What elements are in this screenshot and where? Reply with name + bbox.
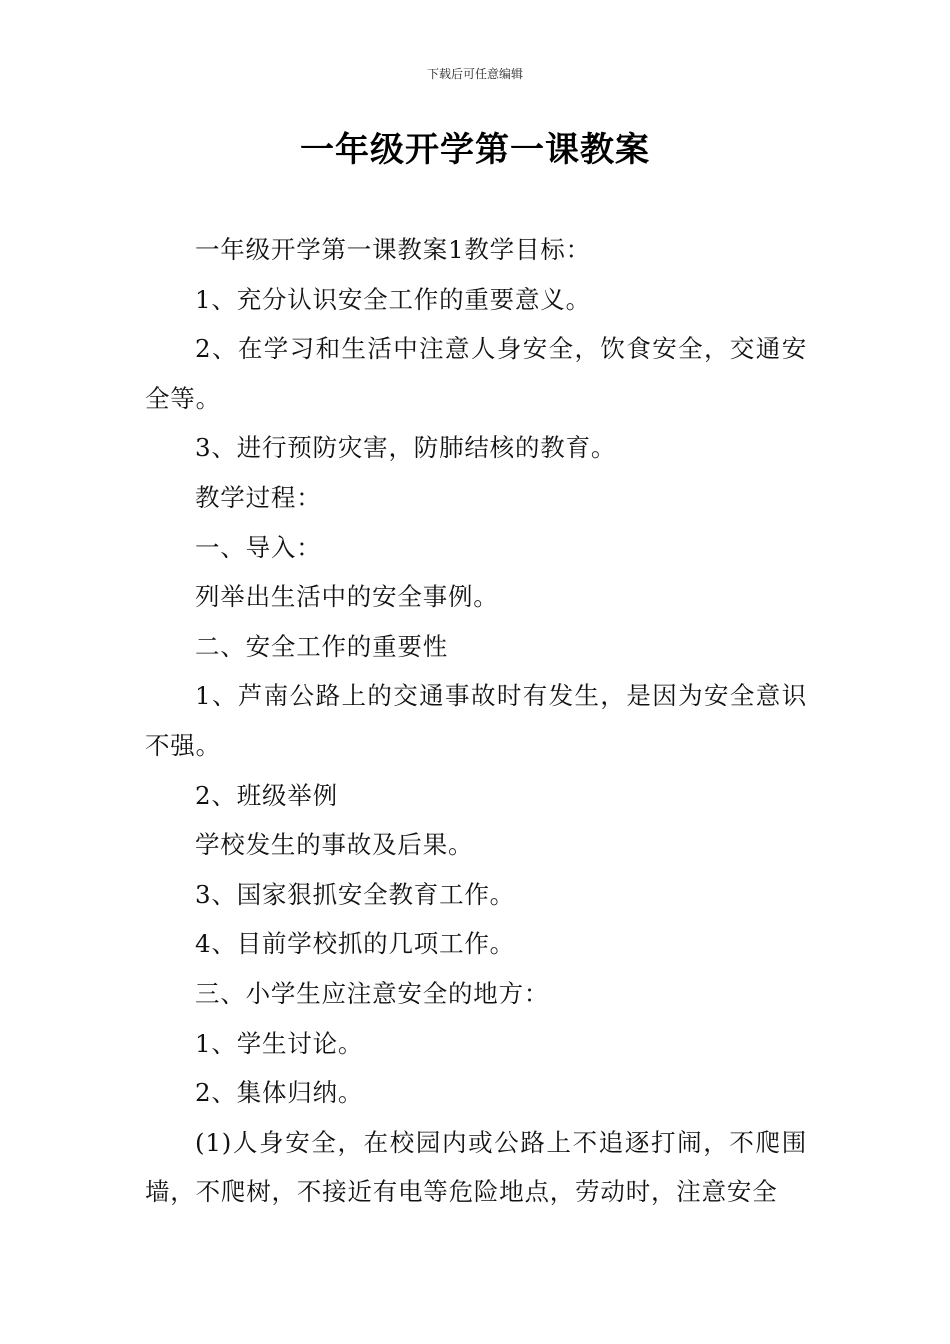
paragraph-importance-1: 1、芦南公路上的交通事故时有发生，是因为安全意识不强。 <box>145 681 807 760</box>
paragraph-importance-3: 3、国家狠抓安全教育工作。 <box>195 879 515 909</box>
paragraph-section-safety-places: 三、小学生应注意安全的地方： <box>195 978 550 1008</box>
paragraph-importance-2: 2、班级举例 <box>195 780 338 810</box>
document-body <box>145 225 807 1217</box>
paragraph-objective-3: 3、进行预防灾害，防肺结核的教育。 <box>195 433 617 463</box>
header-note: 下载后可任意编辑 <box>426 67 523 81</box>
paragraph-intro-text: 列举出生活中的安全事例。 <box>195 582 499 612</box>
paragraph-objectives-heading: 一年级开学第一课教案1教学目标： <box>195 235 591 264</box>
paragraph-importance-2-detail: 学校发生的事故及后果。 <box>195 830 474 860</box>
paragraph-objective-2: 2、在学习和生活中注意人身安全，饮食安全，交通安全等。 <box>145 334 807 413</box>
paragraph-safety-1: 1、学生讨论。 <box>195 1028 364 1058</box>
paragraph-objective-1: 1、充分认识安全工作的重要意义。 <box>195 284 591 314</box>
paragraph-personal-safety: (1)人身安全，在校园内或公路上不追逐打闹，不爬围墙，不爬树，不接近有电等危险地点，劳动时，注意安全 <box>145 1127 807 1207</box>
paragraph-process-heading: 教学过程： <box>195 482 322 512</box>
paragraph-importance-4: 4、目前学校抓的几项工作。 <box>195 929 515 959</box>
paragraph-section-importance: 二、安全工作的重要性 <box>195 631 448 661</box>
paragraph-safety-2: 2、集体归纳。 <box>195 1078 364 1108</box>
paragraph-section-intro: 一、导入： <box>195 532 322 562</box>
document-title: 一年级开学第一课教案 <box>300 130 650 170</box>
